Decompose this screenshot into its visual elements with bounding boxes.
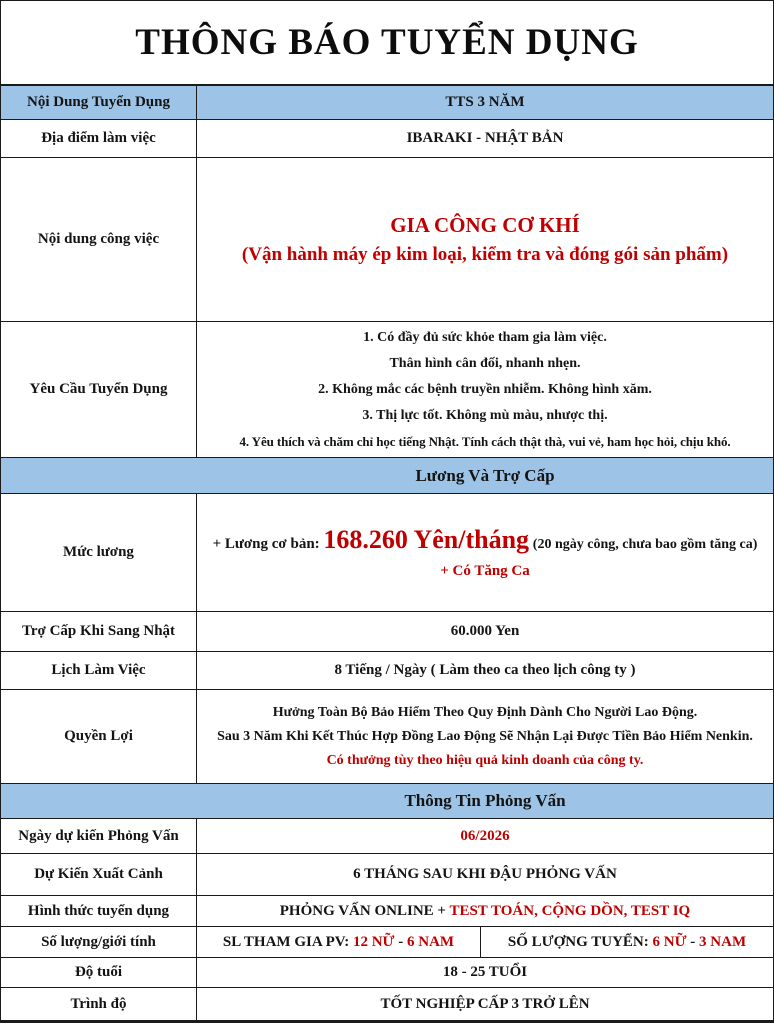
age-range-value-cell xyxy=(197,958,773,987)
section-salary-title: Lương Và Trợ Cấp xyxy=(415,465,555,485)
pv-female-count: 12 NỮ xyxy=(352,933,395,950)
arrival-allowance-label: Trợ Cấp Khi Sang Nhật xyxy=(21,623,176,639)
education-level-label-cell xyxy=(1,988,197,1020)
pv-prefix: SL THAM GIA PV: xyxy=(222,933,353,950)
interview-participants-value xyxy=(223,934,454,951)
row-work-schedule xyxy=(1,652,773,690)
departure-date-label-cell xyxy=(1,854,197,895)
announcement-table xyxy=(0,84,774,1023)
interview-participants-cell xyxy=(197,927,481,957)
pv-male-count: 6 NAM xyxy=(407,933,455,950)
job-title: GIA CÔNG CƠ KHÍ xyxy=(390,212,580,237)
requirement-line-2: Thân hình cân đối, nhanh nhẹn. xyxy=(389,355,581,371)
base-salary-label-cell xyxy=(1,494,197,611)
quantity-gender-label-cell xyxy=(1,927,197,957)
salary-overtime-note: + Có Tăng Ca xyxy=(440,563,530,579)
salary-amount: 168.260 Yên/tháng xyxy=(323,525,530,554)
recruitment-content-value-cell xyxy=(197,86,773,119)
base-salary-label: Mức lương xyxy=(63,544,134,560)
age-range-label: Độ tuổi xyxy=(74,964,123,980)
arrival-allowance-value-cell xyxy=(197,612,773,651)
quantity-gender-label: Số lượng/giới tính xyxy=(41,933,156,950)
hire-prefix: SỐ LƯỢNG TUYỂN: xyxy=(507,933,653,950)
row-recruitment-format xyxy=(1,896,773,927)
section-salary-header xyxy=(1,458,773,494)
recruitment-content-label: Nội Dung Tuyển Dụng xyxy=(27,94,170,110)
job-description-value-cell xyxy=(197,158,773,321)
hire-female-count: 6 NỮ xyxy=(652,933,687,950)
work-schedule-value-cell xyxy=(197,652,773,689)
benefits-value-cell xyxy=(197,690,773,783)
recruitment-format-label-cell xyxy=(1,896,197,926)
departure-date-value-cell xyxy=(197,854,773,895)
arrival-allowance-label-cell xyxy=(1,612,197,651)
recruitment-content-value: TTS 3 NĂM xyxy=(445,94,525,110)
benefit-line-2: Sau 3 Năm Khi Kết Thúc Hợp Đồng Lao Động Sẽ Nhận Lại Được Tiền Bảo Hiểm Nenkin. xyxy=(217,728,753,744)
departure-date-label: Dự Kiến Xuất Cảnh xyxy=(34,866,163,882)
benefits-label: Quyền Lợi xyxy=(64,728,133,744)
hire-male-count: 3 NAM xyxy=(699,933,747,950)
row-requirements xyxy=(1,322,773,458)
work-location-value-cell xyxy=(197,120,773,157)
salary-prefix: + Lương cơ bản: xyxy=(212,536,324,552)
section-interview-header xyxy=(1,784,773,819)
benefit-line-1: Hưởng Toàn Bộ Bảo Hiểm Theo Quy Định Dành Cho Người Lao Động. xyxy=(272,704,698,720)
recruitment-content-label-cell xyxy=(1,86,197,119)
row-work-location xyxy=(1,120,773,158)
interview-date-value-cell xyxy=(197,819,773,853)
work-location-label: Địa điểm làm việc xyxy=(41,130,156,146)
row-base-salary xyxy=(1,494,773,612)
requirements-value-cell xyxy=(197,322,773,457)
row-recruitment-content xyxy=(1,86,773,120)
hire-quantity-value xyxy=(508,934,746,951)
salary-suffix: (20 ngày công, chưa bao gồm tăng ca) xyxy=(532,537,758,552)
work-schedule-label-cell xyxy=(1,652,197,689)
format-red-part: TEST TOÁN, CỘNG DỒN, TEST IQ xyxy=(449,902,691,919)
row-education-level xyxy=(1,988,773,1022)
job-subtitle: (Vận hành máy ép kim loại, kiểm tra và đóng gói sản phẩm) xyxy=(241,243,729,265)
requirements-label-cell xyxy=(1,322,197,457)
base-salary-line xyxy=(213,525,758,555)
education-level-value: TỐT NGHIỆP CẤP 3 TRỞ LÊN xyxy=(380,995,590,1012)
job-description-label-cell xyxy=(1,158,197,321)
requirement-line-4: 3. Thị lực tốt. Không mù màu, nhược thị. xyxy=(362,407,608,423)
education-level-label: Trình độ xyxy=(70,995,127,1012)
education-level-value-cell xyxy=(197,988,773,1020)
row-benefits xyxy=(1,690,773,784)
age-range-label-cell xyxy=(1,958,197,987)
work-location-label-cell xyxy=(1,120,197,157)
title-block xyxy=(0,0,774,84)
age-range-value: 18 - 25 TUỔI xyxy=(442,964,528,980)
row-quantity-gender xyxy=(1,927,773,958)
work-schedule-value: 8 Tiếng / Ngày ( Làm theo ca theo lịch công ty ) xyxy=(334,662,636,678)
recruitment-format-value-cell xyxy=(197,896,773,926)
requirement-line-1: 1. Có đầy đủ sức khỏe tham gia làm việc. xyxy=(363,329,607,345)
arrival-allowance-value: 60.000 Yen xyxy=(450,623,520,639)
base-salary-value-cell xyxy=(197,494,773,611)
requirements-label: Yêu Cầu Tuyển Dụng xyxy=(29,381,168,397)
hire-quantity-cell xyxy=(481,927,773,957)
row-age-range xyxy=(1,958,773,988)
recruitment-format-label: Hình thức tuyển dụng xyxy=(27,902,170,919)
row-arrival-allowance xyxy=(1,612,773,652)
benefits-label-cell xyxy=(1,690,197,783)
interview-date-label-cell xyxy=(1,819,197,853)
interview-date-value: 06/2026 xyxy=(460,827,510,844)
recruitment-format-value xyxy=(280,903,690,920)
row-departure-date xyxy=(1,854,773,896)
requirement-line-3: 2. Không mắc các bệnh truyền nhiễm. Không hình xăm. xyxy=(318,381,652,397)
page-title: THÔNG BÁO TUYỂN DỤNG xyxy=(135,22,639,63)
requirement-line-5: 4. Yêu thích và chăm chỉ học tiếng Nhật. Tính cách thật thà, vui vẻ, ham học hỏi, chịu khó. xyxy=(239,433,731,449)
format-black-part: PHỎNG VẤN ONLINE + xyxy=(279,902,450,919)
pv-dash: - xyxy=(394,933,407,950)
job-description-label: Nội dung công việc xyxy=(37,231,160,247)
work-schedule-label: Lịch Làm Việc xyxy=(51,662,146,678)
section-interview-title: Thông Tin Phỏng Vấn xyxy=(404,791,566,810)
row-job-description xyxy=(1,158,773,322)
row-interview-date xyxy=(1,819,773,854)
interview-date-label: Ngày dự kiến Phỏng Vấn xyxy=(18,827,179,844)
departure-date-value: 6 THÁNG SAU KHI ĐẬU PHỎNG VẤN xyxy=(353,866,617,882)
benefit-line-3: Có thưởng tùy theo hiệu quả kinh doanh của công ty. xyxy=(326,752,644,768)
hire-dash: - xyxy=(686,933,700,950)
work-location-value: IBARAKI - NHẬT BẢN xyxy=(406,130,564,146)
